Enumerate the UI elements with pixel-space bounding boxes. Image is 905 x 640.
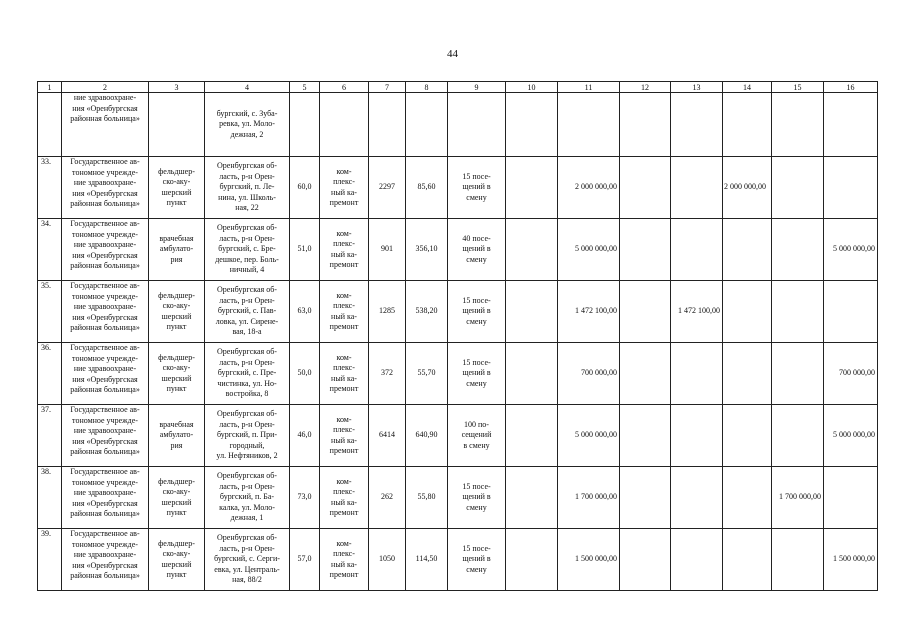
col-13-cell: 1 472 100,00 [671, 281, 723, 343]
area-cell [290, 93, 320, 157]
facility-address-cell: Оренбургская об- ласть, р-н Орен- бургский, п. Ба- калка, ул. Моло- дежная, 1 [205, 467, 290, 529]
total-amount-cell: 1 472 100,00 [558, 281, 620, 343]
col-10-cell [506, 157, 558, 219]
table-row [38, 157, 878, 219]
col-14-cell [723, 405, 772, 467]
col-14-cell [723, 281, 772, 343]
table-row [38, 467, 878, 529]
population-cell: 262 [369, 467, 406, 529]
header-cell: 12 [620, 82, 671, 93]
header-cell: 11 [558, 82, 620, 93]
header-cell: 14 [723, 82, 772, 93]
col-15-cell [772, 219, 824, 281]
distance-cell: 55,70 [406, 343, 448, 405]
header-cell: 13 [671, 82, 723, 93]
col-10-cell [506, 219, 558, 281]
col-15-cell [772, 529, 824, 591]
distance-cell: 538,20 [406, 281, 448, 343]
distance-cell: 356,10 [406, 219, 448, 281]
row-number-cell: 39. [38, 529, 62, 591]
header-cell: 3 [149, 82, 205, 93]
col-12-cell [620, 405, 671, 467]
header-cell: 7 [369, 82, 406, 93]
facility-type-cell: фельдшер- ско-аку- шерский пункт [149, 529, 205, 591]
header-cell: 6 [320, 82, 369, 93]
col-15-cell [772, 343, 824, 405]
col-10-cell [506, 405, 558, 467]
work-type-cell: ком- плекс- ный ка- премонт [320, 405, 369, 467]
population-cell: 1050 [369, 529, 406, 591]
work-type-cell [320, 93, 369, 157]
col-10-cell [506, 529, 558, 591]
col-14-cell [723, 93, 772, 157]
col-10-cell [506, 93, 558, 157]
col-16-cell [824, 157, 878, 219]
header-cell: 1 [38, 82, 62, 93]
facility-address-cell: бургский, с. Зуба- ревка, ул. Моло- дежная, 2 [205, 93, 290, 157]
col-13-cell [671, 405, 723, 467]
organization-name-cell: Государственное ав- тономное учрежде- ние здравоохране- ния «Оренбургская районная больница» [62, 157, 149, 219]
facility-type-cell: фельдшер- ско-аку- шерский пункт [149, 157, 205, 219]
page-number: 44 [447, 48, 458, 60]
col-15-cell [772, 405, 824, 467]
header-cell: 9 [448, 82, 506, 93]
area-cell: 51,0 [290, 219, 320, 281]
table-row [38, 219, 878, 281]
capacity-cell [448, 93, 506, 157]
facility-address-cell: Оренбургская об- ласть, р-н Орен- бургский, с. Серги- евка, ул. Централь- ная, 88/2 [205, 529, 290, 591]
total-amount-cell: 5 000 000,00 [558, 219, 620, 281]
organization-name-cell: Государственное ав- тономное учрежде- ние здравоохране- ния «Оренбургская районная больница» [62, 405, 149, 467]
header-row [38, 82, 878, 93]
facility-type-cell: врачебная амбулато- рия [149, 405, 205, 467]
row-number-cell: 37. [38, 405, 62, 467]
col-10-cell [506, 343, 558, 405]
distance-cell: 640,90 [406, 405, 448, 467]
total-amount-cell: 1 500 000,00 [558, 529, 620, 591]
capacity-cell: 15 посе- щений в смену [448, 529, 506, 591]
col-13-cell [671, 343, 723, 405]
total-amount-cell [558, 93, 620, 157]
col-16-cell [824, 281, 878, 343]
area-cell: 57,0 [290, 529, 320, 591]
col-14-cell [723, 219, 772, 281]
facility-type-cell: врачебная амбулато- рия [149, 219, 205, 281]
facility-address-cell: Оренбургская об- ласть, р-н Орен- бургский, п. Ле- нина, ул. Школь- ная, 22 [205, 157, 290, 219]
col-16-cell: 1 500 000,00 [824, 529, 878, 591]
area-cell: 46,0 [290, 405, 320, 467]
area-cell: 50,0 [290, 343, 320, 405]
population-cell: 901 [369, 219, 406, 281]
col-10-cell [506, 467, 558, 529]
col-15-cell [772, 157, 824, 219]
col-14-cell [723, 467, 772, 529]
col-15-cell [772, 281, 824, 343]
col-10-cell [506, 281, 558, 343]
area-cell: 63,0 [290, 281, 320, 343]
total-amount-cell: 700 000,00 [558, 343, 620, 405]
col-13-cell [671, 93, 723, 157]
col-13-cell [671, 529, 723, 591]
distance-cell: 85,60 [406, 157, 448, 219]
col-12-cell [620, 529, 671, 591]
col-16-cell: 5 000 000,00 [824, 405, 878, 467]
table-row [38, 343, 878, 405]
capacity-cell: 15 посе- щений в смену [448, 281, 506, 343]
facility-address-cell: Оренбургская об- ласть, р-н Орен- бургский, с. Пав- ловка, ул. Сирене- вая, 18-а [205, 281, 290, 343]
capacity-cell: 40 посе- щений в смену [448, 219, 506, 281]
distance-cell [406, 93, 448, 157]
organization-name-cell: Государственное ав- тономное учрежде- ние здравоохране- ния «Оренбургская районная больница» [62, 281, 149, 343]
population-cell: 2297 [369, 157, 406, 219]
table-row [38, 93, 878, 157]
capacity-cell: 15 посе- щений в смену [448, 467, 506, 529]
facility-type-cell: фельдшер- ско-аку- шерский пункт [149, 467, 205, 529]
col-12-cell [620, 219, 671, 281]
header-cell: 16 [824, 82, 878, 93]
row-number-cell: 38. [38, 467, 62, 529]
col-14-cell [723, 343, 772, 405]
organization-name-cell: Государственное ав- тономное учрежде- ние здравоохране- ния «Оренбургская районная больница» [62, 467, 149, 529]
facility-address-cell: Оренбургская об- ласть, р-н Орен- бургский, с. Бре- дешкое, пер. Боль- ничный, 4 [205, 219, 290, 281]
col-12-cell [620, 93, 671, 157]
col-12-cell [620, 343, 671, 405]
area-cell: 60,0 [290, 157, 320, 219]
organization-name-cell: Государственное ав- тономное учрежде- ние здравоохране- ния «Оренбургская районная больница» [62, 343, 149, 405]
facility-type-cell: фельдшер- ско-аку- шерский пункт [149, 281, 205, 343]
col-12-cell [620, 281, 671, 343]
col-12-cell [620, 467, 671, 529]
col-15-cell: 1 700 000,00 [772, 467, 824, 529]
col-16-cell: 700 000,00 [824, 343, 878, 405]
col-14-cell [723, 529, 772, 591]
table-row [38, 529, 878, 591]
col-16-cell: 5 000 000,00 [824, 219, 878, 281]
row-number-cell [38, 93, 62, 157]
work-type-cell: ком- плекс- ный ка- премонт [320, 281, 369, 343]
work-type-cell: ком- плекс- ный ка- премонт [320, 529, 369, 591]
facility-type-cell: фельдшер- ско-аку- шерский пункт [149, 343, 205, 405]
total-amount-cell: 1 700 000,00 [558, 467, 620, 529]
total-amount-cell: 5 000 000,00 [558, 405, 620, 467]
total-amount-cell: 2 000 000,00 [558, 157, 620, 219]
capacity-cell: 15 посе- щений в смену [448, 343, 506, 405]
row-number-cell: 35. [38, 281, 62, 343]
col-15-cell [772, 93, 824, 157]
header-cell: 8 [406, 82, 448, 93]
header-cell: 4 [205, 82, 290, 93]
population-cell: 1285 [369, 281, 406, 343]
header-cell: 15 [772, 82, 824, 93]
organization-name-cell: Государственное ав- тономное учрежде- ние здравоохране- ния «Оренбургская районная больница» [62, 529, 149, 591]
organization-name-cell: ние здравоохране- ния «Оренбургская районная больница» [62, 93, 149, 157]
col-13-cell [671, 157, 723, 219]
table-row [38, 405, 878, 467]
table-row [38, 281, 878, 343]
row-number-cell: 33. [38, 157, 62, 219]
population-cell: 372 [369, 343, 406, 405]
col-16-cell [824, 467, 878, 529]
work-type-cell: ком- плекс- ный ка- премонт [320, 343, 369, 405]
row-number-cell: 36. [38, 343, 62, 405]
header-cell: 5 [290, 82, 320, 93]
col-13-cell [671, 467, 723, 529]
distance-cell: 114,50 [406, 529, 448, 591]
col-13-cell [671, 219, 723, 281]
distance-cell: 55,80 [406, 467, 448, 529]
col-14-cell: 2 000 000,00 [723, 157, 772, 219]
capacity-cell: 15 посе- щений в смену [448, 157, 506, 219]
area-cell: 73,0 [290, 467, 320, 529]
facility-type-cell [149, 93, 205, 157]
budget-table [37, 81, 878, 591]
work-type-cell: ком- плекс- ный ка- премонт [320, 467, 369, 529]
col-16-cell [824, 93, 878, 157]
population-cell [369, 93, 406, 157]
col-12-cell [620, 157, 671, 219]
capacity-cell: 100 по- сещений в смену [448, 405, 506, 467]
facility-address-cell: Оренбургская об- ласть, р-н Орен- бургский, п. При- городный, ул. Нефтяников, 2 [205, 405, 290, 467]
population-cell: 6414 [369, 405, 406, 467]
header-cell: 10 [506, 82, 558, 93]
facility-address-cell: Оренбургская об- ласть, р-н Орен- бургский, с. Пре- чистинка, ул. Но- востройка, 8 [205, 343, 290, 405]
work-type-cell: ком- плекс- ный ка- премонт [320, 219, 369, 281]
header-cell: 2 [62, 82, 149, 93]
row-number-cell: 34. [38, 219, 62, 281]
organization-name-cell: Государственное ав- тономное учрежде- ние здравоохране- ния «Оренбургская районная больница» [62, 219, 149, 281]
work-type-cell: ком- плекс- ный ка- премонт [320, 157, 369, 219]
